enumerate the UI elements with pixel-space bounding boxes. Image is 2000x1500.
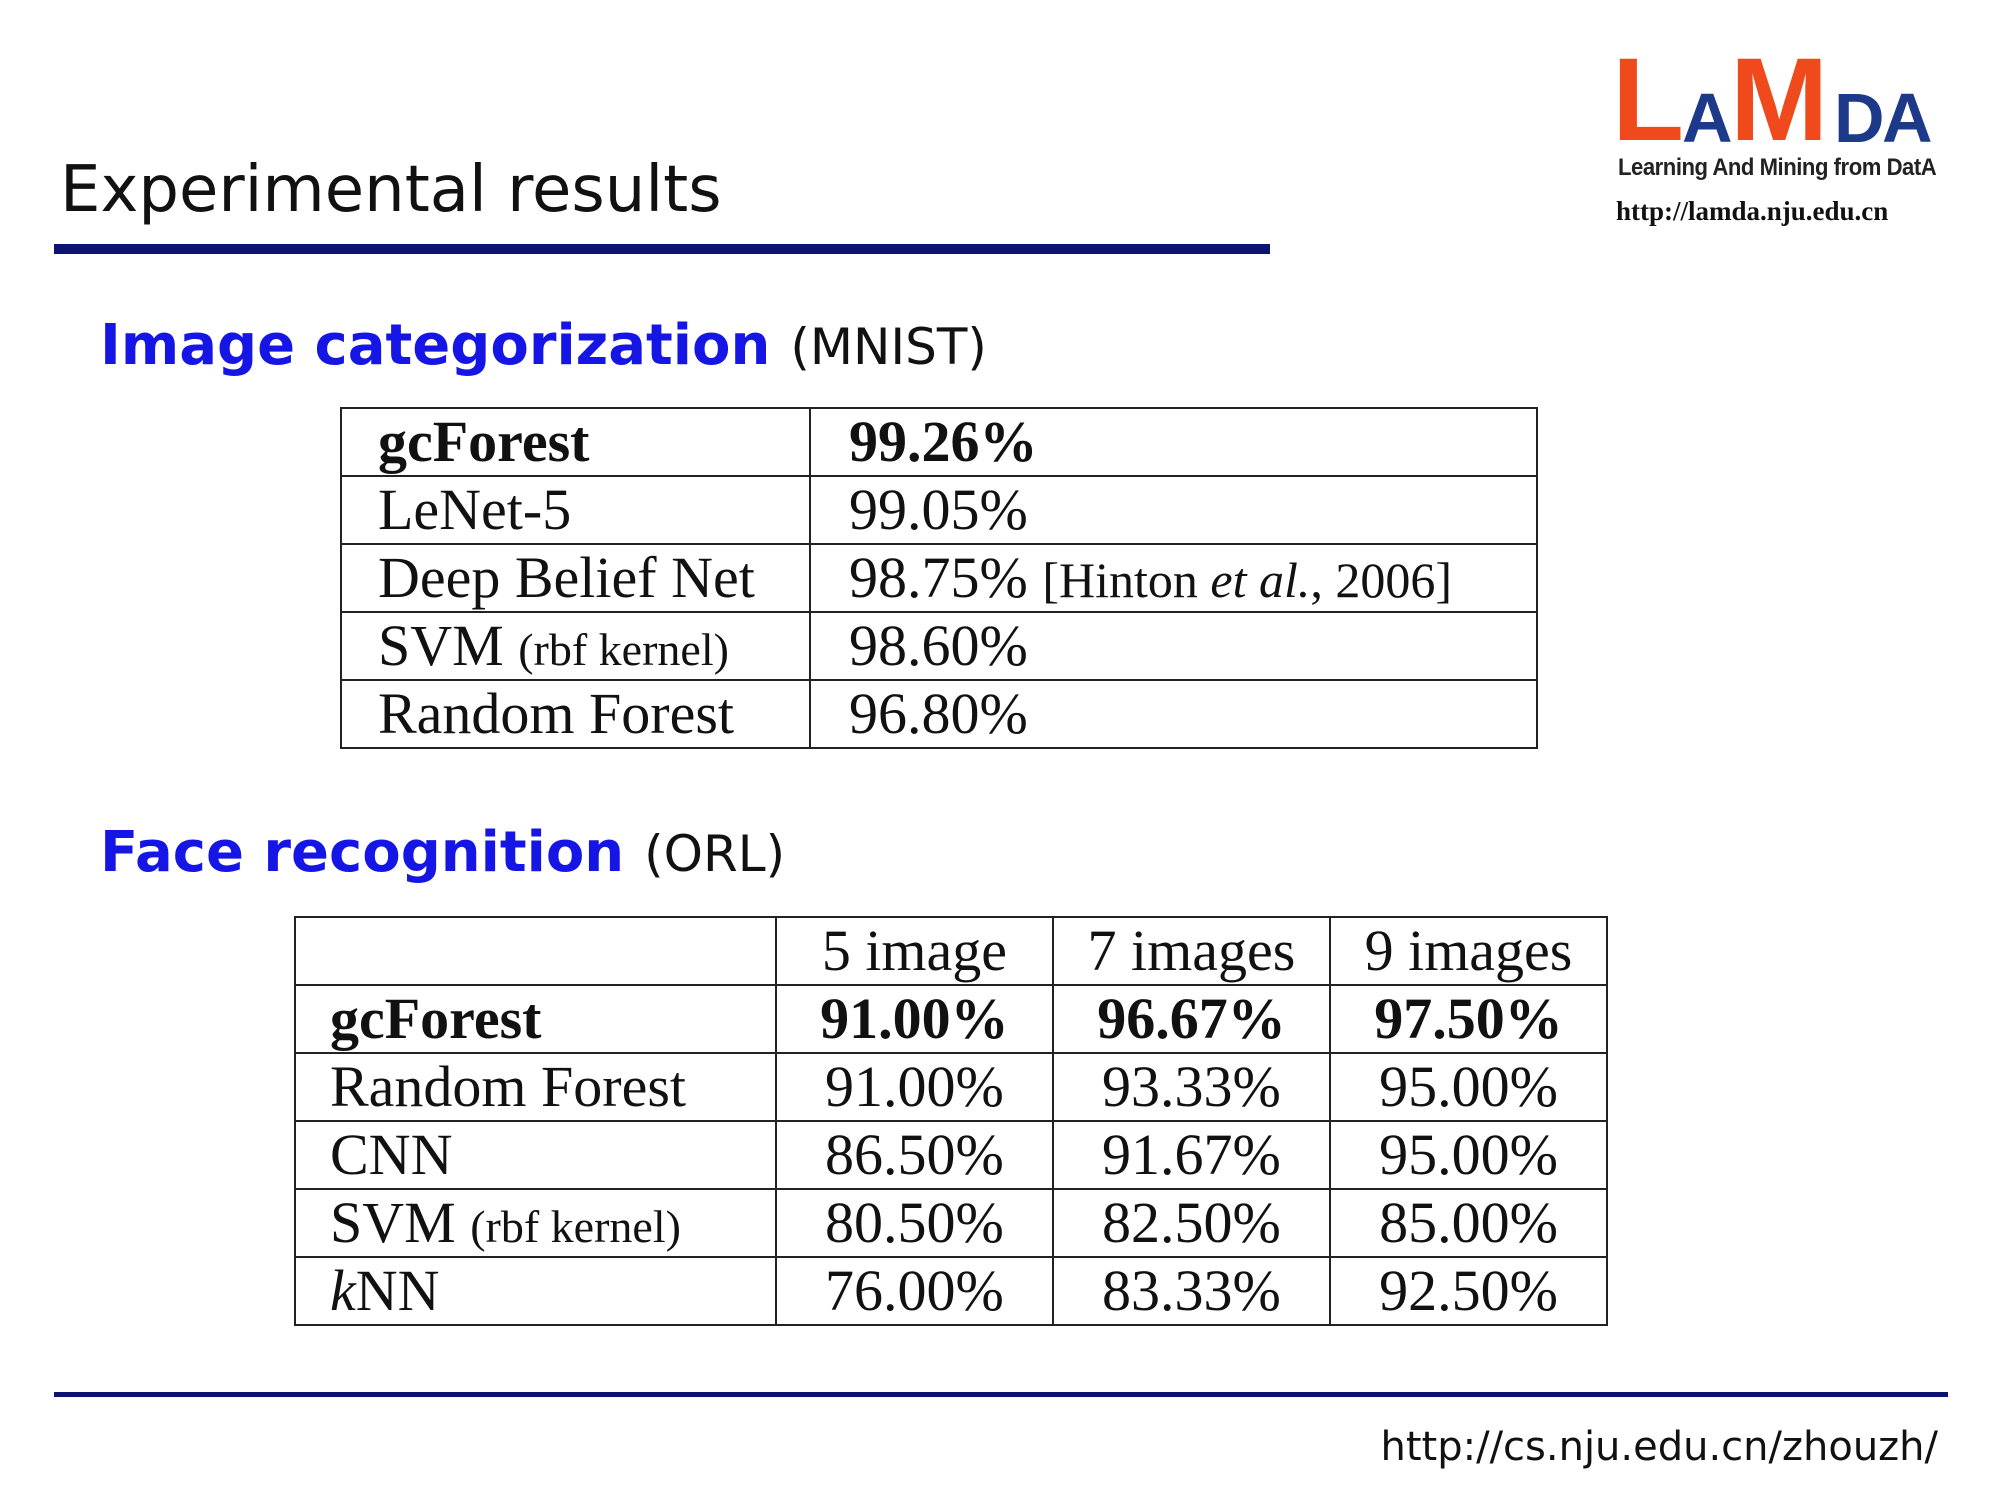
table-row xyxy=(295,1121,1607,1189)
column-header: 5 image xyxy=(776,917,1053,985)
table-row xyxy=(341,612,1537,680)
table-row xyxy=(341,408,1537,476)
method-name: CNN xyxy=(330,1122,453,1187)
accuracy-cell xyxy=(810,612,1537,680)
mnist-results-table xyxy=(340,407,1538,749)
method-cell xyxy=(341,544,810,612)
method-cell xyxy=(341,476,810,544)
method-cell xyxy=(341,408,810,476)
section-title: Image categorization xyxy=(100,313,771,378)
method-name: Random Forest xyxy=(330,1054,687,1119)
logo-letter-a2: A xyxy=(1882,79,1933,150)
table-row xyxy=(341,680,1537,748)
accuracy-value: 98.60% xyxy=(849,613,1028,678)
method-cell xyxy=(295,985,776,1053)
value-cell: 83.33% xyxy=(1053,1257,1330,1325)
accuracy-cell xyxy=(810,680,1537,748)
value-cell: 93.33% xyxy=(1053,1053,1330,1121)
orl-results-table xyxy=(294,916,1608,1326)
method-name: Deep Belief Net xyxy=(378,545,755,610)
citation xyxy=(1042,552,1452,608)
logo-letter-d: D xyxy=(1834,79,1885,150)
method-note: (rbf kernel) xyxy=(470,1201,681,1252)
section-heading-mnist xyxy=(100,313,987,378)
accuracy-cell xyxy=(810,476,1537,544)
method-cell xyxy=(341,612,810,680)
accuracy-value: 96.80% xyxy=(849,681,1028,746)
accuracy-value: 99.05% xyxy=(849,477,1028,542)
table-row xyxy=(295,1053,1607,1121)
logo-subtitle: Learning And Mining from DatA xyxy=(1618,154,1937,181)
table-row xyxy=(341,476,1537,544)
accuracy-value: 99.26% xyxy=(849,409,1038,474)
table-row xyxy=(295,985,1607,1053)
method-name: Random Forest xyxy=(378,681,735,746)
method-name: gcForest xyxy=(330,986,542,1051)
slide-title: Experimental results xyxy=(60,153,722,227)
table-row xyxy=(341,544,1537,612)
logo-letter-a: A xyxy=(1682,79,1733,150)
method-name: SVM xyxy=(330,1190,456,1255)
value-cell: 91.00% xyxy=(776,1053,1053,1121)
section-title: Face recognition xyxy=(100,820,625,885)
value-cell: 76.00% xyxy=(776,1257,1053,1325)
lamda-logo xyxy=(1612,40,1972,240)
method-cell xyxy=(341,680,810,748)
section-heading-orl xyxy=(100,820,786,885)
value-cell: 85.00% xyxy=(1330,1189,1607,1257)
value-cell: 80.50% xyxy=(776,1189,1053,1257)
lamda-wordmark xyxy=(1612,40,1972,150)
value-cell: 95.00% xyxy=(1330,1121,1607,1189)
accuracy-value: 98.75% xyxy=(849,545,1028,610)
value-cell: 86.50% xyxy=(776,1121,1053,1189)
method-name-italic: k xyxy=(330,1258,356,1323)
citation-pre: [Hinton xyxy=(1042,552,1211,608)
method-note: (rbf kernel) xyxy=(518,624,729,675)
method-name: SVM xyxy=(378,613,504,678)
method-cell xyxy=(295,1053,776,1121)
method-name: NN xyxy=(355,1258,440,1323)
method-cell xyxy=(295,1121,776,1189)
method-name: LeNet-5 xyxy=(378,477,572,542)
empty-header-cell xyxy=(295,917,776,985)
value-cell: 96.67% xyxy=(1053,985,1330,1053)
dataset-label: (MNIST) xyxy=(790,318,987,376)
accuracy-cell xyxy=(810,544,1537,612)
table-row xyxy=(295,1257,1607,1325)
method-name: gcForest xyxy=(378,409,590,474)
value-cell: 91.67% xyxy=(1053,1121,1330,1189)
logo-url: http://lamda.nju.edu.cn xyxy=(1616,196,1889,226)
method-cell xyxy=(295,1257,776,1325)
citation-post: , 2006] xyxy=(1310,552,1453,608)
title-rule xyxy=(54,244,1270,254)
footer-url: http://cs.nju.edu.cn/zhouzh/ xyxy=(1380,1424,1938,1470)
column-header: 9 images xyxy=(1330,917,1607,985)
citation-italic: et al. xyxy=(1210,552,1311,608)
value-cell: 97.50% xyxy=(1330,985,1607,1053)
method-cell xyxy=(295,1189,776,1257)
logo-letter-m: M xyxy=(1730,40,1829,150)
value-cell: 95.00% xyxy=(1330,1053,1607,1121)
table-header-row xyxy=(295,917,1607,985)
value-cell: 82.50% xyxy=(1053,1189,1330,1257)
dataset-label: (ORL) xyxy=(644,825,786,883)
value-cell: 91.00% xyxy=(776,985,1053,1053)
value-cell: 92.50% xyxy=(1330,1257,1607,1325)
table-row xyxy=(295,1189,1607,1257)
accuracy-cell xyxy=(810,408,1537,476)
footer-rule xyxy=(54,1392,1948,1397)
column-header: 7 images xyxy=(1053,917,1330,985)
logo-letter-l: L xyxy=(1612,40,1685,150)
